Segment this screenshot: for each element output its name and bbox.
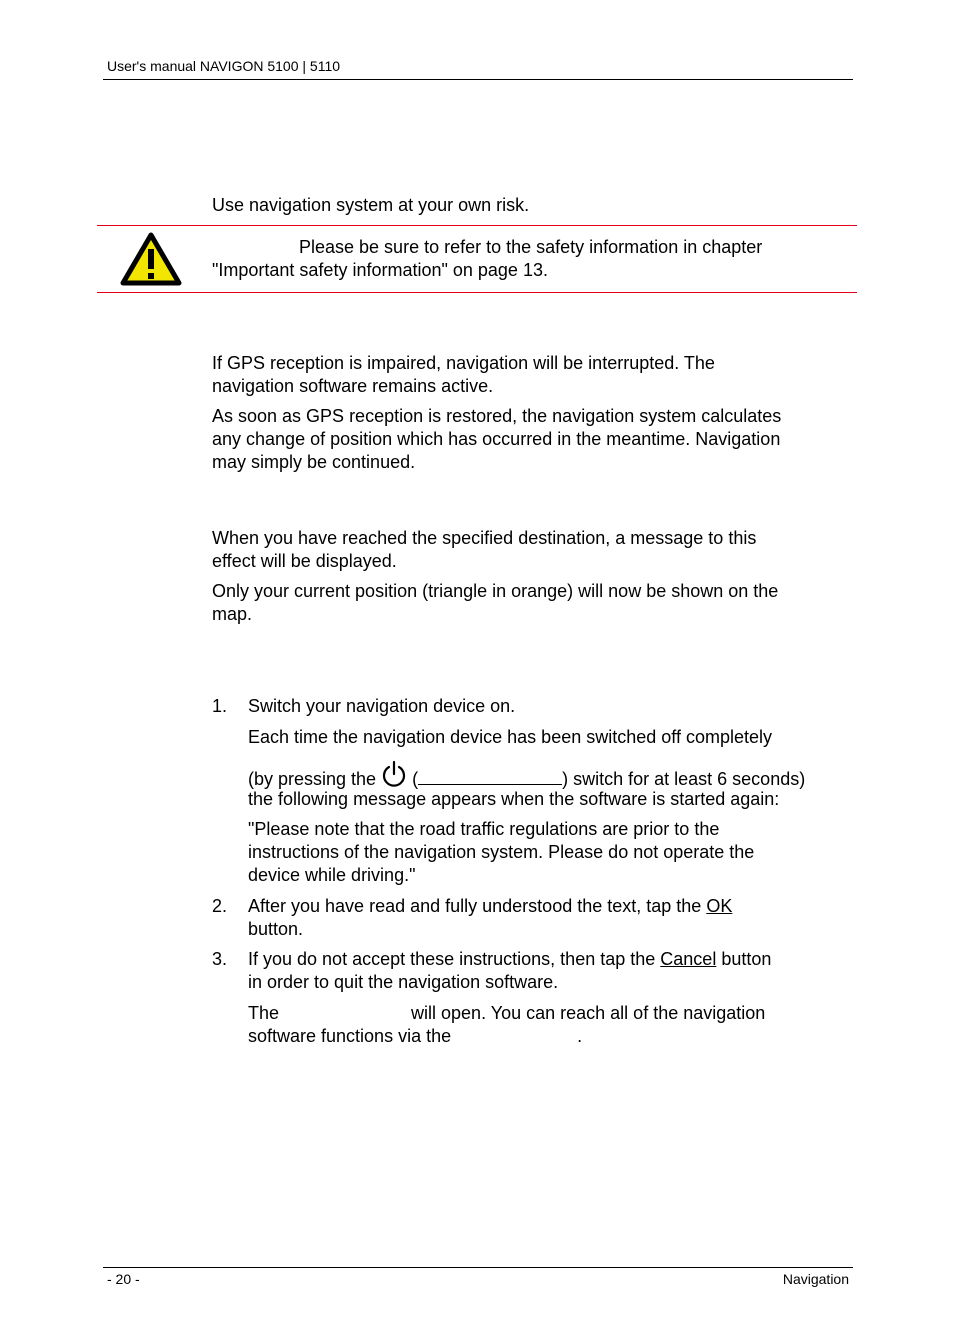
warning-triangle-icon bbox=[120, 232, 182, 286]
text-fragment: If you do not accept these instructions, then tap the bbox=[248, 949, 656, 969]
text-fragment: button bbox=[721, 949, 772, 969]
step-1-text: Switch your navigation device on. bbox=[248, 696, 516, 716]
text-line: in order to quit the navigation software. bbox=[248, 972, 559, 992]
header-rule bbox=[103, 79, 853, 80]
text-line: may simply be continued. bbox=[212, 452, 416, 472]
destination-paragraph-1 bbox=[212, 527, 852, 573]
text-line: device while driving." bbox=[248, 865, 416, 885]
step-1-detail-line1: Each time the navigation device has been switched off completely bbox=[248, 727, 772, 747]
text-line bbox=[248, 1002, 858, 1025]
step-3-result bbox=[248, 1002, 858, 1048]
risk-notice: Use navigation system at your own risk. bbox=[212, 195, 530, 215]
step-3-text bbox=[248, 948, 858, 994]
caution-bottom-rule bbox=[97, 292, 857, 293]
step-number-1: 1. bbox=[212, 696, 228, 716]
caution-text-line1: Please be sure to refer to the safety information in chapter bbox=[299, 237, 763, 257]
text-line: any change of position which has occurred in the meantime. Navigation bbox=[212, 429, 781, 449]
step-1-detail-line2 bbox=[248, 760, 858, 791]
page-number: - 20 - bbox=[107, 1271, 140, 1287]
cancel-button-reference: Cancel bbox=[660, 949, 717, 969]
gps-paragraph-2 bbox=[212, 405, 852, 474]
text-line: "Please note that the road traffic regulations are prior to the bbox=[248, 819, 720, 839]
text-line bbox=[248, 1025, 858, 1048]
footer-rule bbox=[103, 1267, 853, 1268]
text-line: As soon as GPS reception is restored, the navigation system calculates bbox=[212, 406, 782, 426]
text-line: If GPS reception is impaired, navigation will be interrupted. The bbox=[212, 353, 715, 373]
ok-button-reference: OK bbox=[706, 896, 733, 916]
step-1-quote bbox=[248, 818, 858, 887]
text-line: button. bbox=[248, 919, 304, 939]
text-line: Only your current position (triangle in orange) will now be shown on the bbox=[212, 581, 779, 601]
step-number-2: 2. bbox=[212, 896, 228, 916]
destination-paragraph-2 bbox=[212, 580, 852, 626]
text-fragment: ( bbox=[412, 769, 419, 789]
step-2-text bbox=[248, 895, 858, 941]
caution-top-rule bbox=[97, 225, 857, 226]
text-line: When you have reached the specified destination, a message to this bbox=[212, 528, 757, 548]
text-line bbox=[248, 948, 858, 971]
text-fragment: will open. You can reach all of the navigation bbox=[411, 1003, 766, 1023]
text-fragment: The bbox=[248, 1003, 280, 1023]
footer-section-title: Navigation bbox=[782, 1271, 849, 1287]
text-fragment: ) switch for at least 6 seconds) bbox=[562, 769, 806, 789]
text-fragment: . bbox=[577, 1026, 583, 1046]
step-1-detail-line3: the following message appears when the software is started again: bbox=[248, 789, 780, 809]
text-line: map. bbox=[212, 604, 253, 624]
step-number-3: 3. bbox=[212, 949, 228, 969]
text-fragment: software functions via the bbox=[248, 1026, 452, 1046]
blank-switch-name bbox=[418, 767, 562, 785]
power-icon bbox=[381, 760, 407, 788]
text-line bbox=[248, 895, 858, 918]
running-header: User's manual NAVIGON 5100 | 5110 bbox=[107, 58, 341, 74]
text-line: effect will be displayed. bbox=[212, 551, 397, 571]
text-line: navigation software remains active. bbox=[212, 376, 494, 396]
caution-text-line2: "Important safety information" on page 13. bbox=[212, 260, 548, 280]
text-fragment: (by pressing the bbox=[248, 769, 377, 789]
text-fragment: After you have read and fully understood the text, tap the bbox=[248, 896, 702, 916]
text-line: instructions of the navigation system. Please do not operate the bbox=[248, 842, 755, 862]
gps-paragraph-1 bbox=[212, 352, 852, 398]
